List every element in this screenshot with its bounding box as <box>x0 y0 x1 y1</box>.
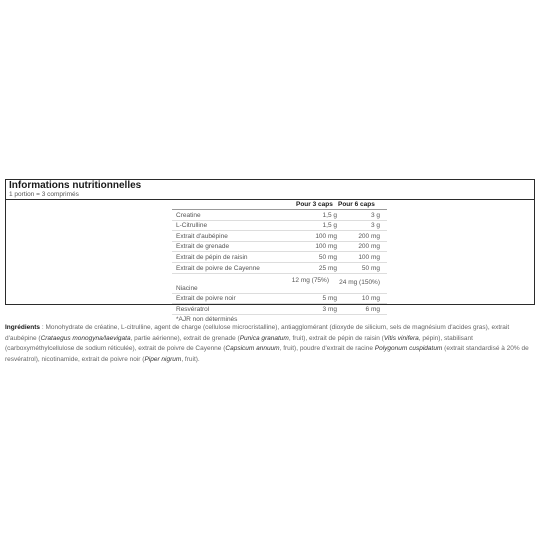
nutrient-label: Extrait de poivre noir <box>176 295 236 303</box>
table-row <box>172 294 387 305</box>
table-row <box>172 304 387 315</box>
value-6-caps: 3 g <box>370 211 380 219</box>
table-header <box>172 201 387 210</box>
ingredients-text-segment: , fruit), extrait de pépin de raisin ( <box>288 334 384 342</box>
latin-name: Punica granatum <box>239 334 289 342</box>
serving-size: 1 portion = 3 comprimés <box>9 191 79 198</box>
value-6-caps: 10 mg <box>361 295 380 303</box>
value-6-caps: 24 mg (150%) <box>339 278 380 286</box>
footnote: *AJR non déterminés <box>176 316 238 324</box>
value-3-caps: 12 mg (75%) <box>291 276 329 284</box>
ingredients-text <box>5 324 529 363</box>
ingredients-text-segment: , partie aérienne), extrait de grenade ( <box>130 334 240 342</box>
nutrition-table <box>172 201 387 324</box>
table-row <box>172 252 387 263</box>
ingredients-text-segment: : Monohydrate de créatine, L-citrulline, agent de charge (cellulose microcristalline), antiagglomérant (dioxyde de silicium, sels de magnésium d'acides gras), extrait d'aubépine ( <box>5 324 510 342</box>
panel-title: Informations nutritionnelles <box>9 180 142 191</box>
nutrient-label: Resvératrol <box>176 305 210 313</box>
table-row <box>172 242 387 253</box>
table-row <box>172 210 387 221</box>
value-3-caps: 50 mg <box>318 253 337 261</box>
column-header-3-caps: Pour 3 caps <box>296 201 333 208</box>
ingredients-text-segment: (extrait standardisé à 20% de resvératrol), nicotinamide, extrait de poivre noir ( <box>5 345 529 363</box>
latin-name: Capsicum annuum <box>225 345 280 352</box>
table-row <box>172 263 387 274</box>
nutrient-label: Niacine <box>176 284 198 292</box>
value-3-caps: 3 mg <box>322 305 337 313</box>
nutrient-label: Extrait de pépin de raisin <box>176 253 248 261</box>
value-6-caps: 200 mg <box>358 243 380 251</box>
value-6-caps: 50 mg <box>361 264 380 272</box>
value-6-caps: 200 mg <box>358 232 380 240</box>
table-row <box>172 274 387 294</box>
table-row <box>172 231 387 242</box>
nutrition-panel <box>5 179 535 324</box>
value-6-caps: 100 mg <box>358 253 380 261</box>
value-6-caps: 3 g <box>370 222 380 230</box>
nutrient-label: L-Citrulline <box>176 222 208 230</box>
value-3-caps: 1,5 g <box>322 222 337 230</box>
latin-name: Vitis vinifera <box>383 334 419 342</box>
value-6-caps: 6 mg <box>365 305 380 313</box>
value-3-caps: 25 mg <box>318 264 337 272</box>
nutrient-label: Extrait de grenade <box>176 243 230 251</box>
value-3-caps: 100 mg <box>315 243 337 251</box>
ingredients-paragraph <box>5 323 535 365</box>
value-3-caps: 100 mg <box>315 232 337 240</box>
nutrient-label: Extrait d'aubépine <box>176 232 228 240</box>
header-divider <box>6 199 534 200</box>
value-3-caps: 1,5 g <box>322 211 337 219</box>
nutrient-label: Extrait de poivre de Cayenne <box>176 264 260 272</box>
table-body <box>172 210 387 324</box>
latin-name: Crataegus monogyna/laevigata <box>40 334 131 342</box>
column-header-6-caps: Pour 6 caps <box>338 201 375 208</box>
nutrient-label: Creatine <box>176 211 201 219</box>
latin-name: Piper nigrum <box>144 355 182 363</box>
ingredients-text-segment: , pépin), stabilisant (carboxyméthylcellulose de sodium réticulée), extrait de poivre de Cayenne ( <box>5 334 473 352</box>
ingredients-text-segment: , fruit), poudre d'extrait de racine <box>279 345 375 352</box>
latin-name: Polygonum cuspidatum <box>374 345 443 352</box>
value-3-caps: 5 mg <box>322 295 337 303</box>
ingredients-label: Ingrédients <box>5 324 41 331</box>
table-row <box>172 221 387 232</box>
ingredients-text-segment: , fruit). <box>181 355 200 363</box>
